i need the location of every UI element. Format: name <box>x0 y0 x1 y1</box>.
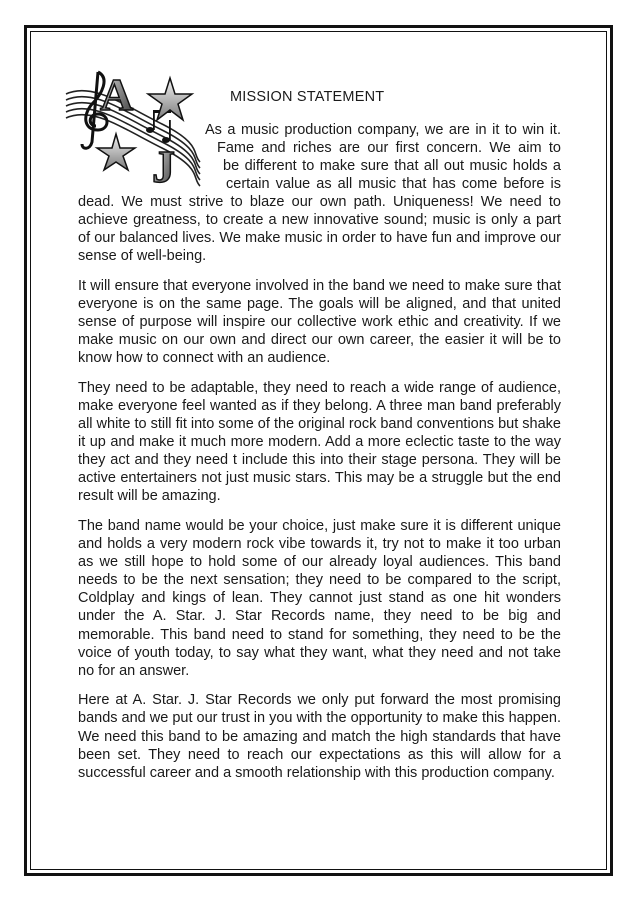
intro-continuation: dead. We must strive to blaze our own path. Uniqueness! We need to achieve greatness, to create a new innovative sound; music is only a part of our balanced lives. We make music in order to have fun and improve our sense of well-being. <box>78 194 561 265</box>
paragraph: Here at A. Star. J. Star Records we only put forward the most promising bands and we put our trust in you with the opportunity to make this happen. We need this band to be amazing and match the high standards that have been set. They need to reach our expectations as this will allow for a successful career and a smooth relationship with this production company. <box>78 692 561 781</box>
intro-line-1: As a music production company, we are in it to win it. <box>205 122 561 138</box>
paragraph: It will ensure that everyone involved in the band we need to make sure that everyone is on the same page. The goals will be aligned, and that united sense of purpose will inspire our collective work ethic and creativity. If we make music on our own and direct our own career, the easier it will be to know how to connect with an audience. <box>78 277 561 367</box>
page-title: MISSION STATEMENT <box>230 89 385 105</box>
logo-letter-j: J <box>152 141 175 188</box>
body-text <box>78 193 561 793</box>
paragraph: The band name would be your choice, just make sure it is different unique and holds a very modern rock vibe towards it, try not to make it too urban as we still hope to hold some of our already loyal audiences. This band needs to be the next sensation; they need to be compared to the script, Coldplay and kings of lean. They cannot just stand as one hit wonders under the A. Star. J. Star Records name, they need to be big and memorable. This band need to stand for something, they need to be the voice of youth today, to say what they want, what they need and not take no for an answer. <box>78 518 561 679</box>
logo-letter-a: A <box>100 69 134 120</box>
intro-line-4: certain value as all music that has come before is <box>226 176 561 192</box>
paragraph: They need to be adaptable, they need to reach a wide range of audience, make everyone feel wanted as if they belong. A three man band preferably all white to still fit into some of the original rock band conventions but shake it up and make it much more modern. Add a more eclectic taste to the way they act and they need t include this into their stage persona. They will be active entertainers not just music stars. This may be a struggle but the end result will be amazing. <box>78 379 561 505</box>
intro-line-3: be different to make sure that all out music holds a <box>223 158 561 174</box>
music-notes-stars-logo <box>62 64 202 188</box>
intro-line-2: Fame and riches are our first concern. We aim to <box>217 140 561 156</box>
